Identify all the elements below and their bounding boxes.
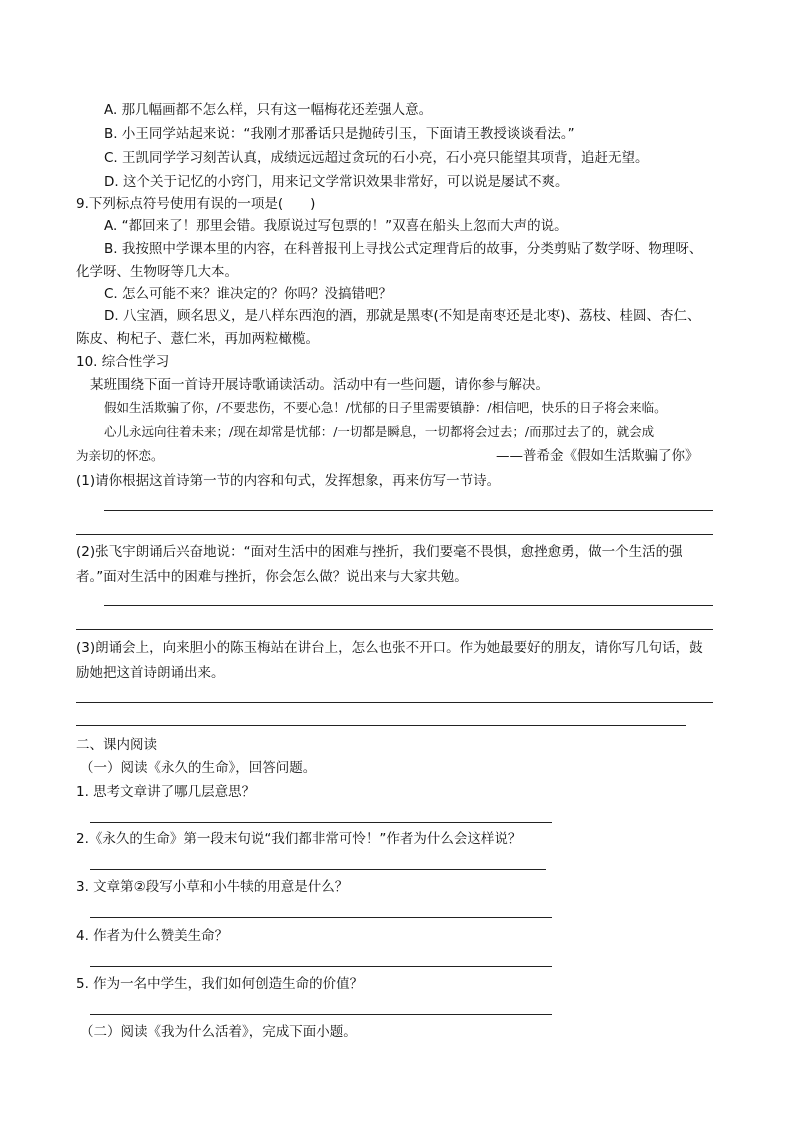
q10-title: 10. 综合性学习 bbox=[76, 354, 170, 370]
answer-line[interactable] bbox=[90, 966, 552, 967]
answer-line[interactable] bbox=[104, 605, 713, 606]
answer-line[interactable] bbox=[90, 822, 552, 823]
q10-sub2-line2: 者。”面对生活中的困难与挫折，你会怎么做？说出来与大家共勉。 bbox=[76, 569, 468, 585]
reading-q3: 3. 文章第②段写小草和小牛犊的用意是什么？ bbox=[76, 879, 349, 895]
q10-intro: 某班围绕下面一首诗开展诗歌诵读活动。活动中有一些问题，请你参与解决。 bbox=[90, 377, 549, 393]
answer-line[interactable] bbox=[90, 869, 546, 870]
q10-sub2-line1: (2)张飞宇朗诵后兴奋地说：“面对生活中的困难与挫折，我们要毫不畏惧，愈挫愈勇，做一个生活的强 bbox=[76, 544, 683, 560]
q9-option-d-line1: D. 八宝酒，顾名思义，是八样东西泡的酒，那就是黑枣(不知是南枣还是北枣)、荔枝、桂圆、杏仁、 bbox=[104, 308, 701, 324]
poem-line-2: 心儿永远向往着未来；/现在却常是忧郁：/一切都是瞬息，一切都将会过去；/而那过去了的，就会成 bbox=[104, 424, 655, 439]
reading-q5: 5. 作为一名中学生，我们如何创造生命的价值？ bbox=[76, 976, 364, 992]
q9-option-c: C. 怎么可能不来？谁决定的？你吗？没搞错吧？ bbox=[104, 286, 393, 302]
answer-line[interactable] bbox=[104, 510, 713, 511]
poem-line-3: 为亲切的怀恋。 bbox=[76, 448, 164, 463]
reading-q2: 2.《永久的生命》第一段末句说“我们都非常可怜！”作者为什么会这样说？ bbox=[76, 831, 522, 847]
reading-part1-title: （一）阅读《永久的生命》，回答问题。 bbox=[80, 760, 317, 776]
answer-line[interactable] bbox=[76, 725, 686, 726]
answer-line[interactable] bbox=[90, 1014, 552, 1015]
poem-line-1: 假如生活欺骗了你，/不要悲伤，不要心急！/忧郁的日子里需要镇静：/相信吧，快乐的日子将会来临。 bbox=[104, 400, 667, 415]
reading-q1: 1. 思考文章讲了哪几层意思？ bbox=[76, 784, 256, 800]
q10-sub3-line2: 励她把这首诗朗诵出来。 bbox=[76, 665, 225, 681]
answer-line[interactable] bbox=[76, 629, 713, 630]
q8-option-a: A. 那几幅画都不怎么样，只有这一幅梅花还差强人意。 bbox=[104, 102, 433, 118]
q9-option-b-line1: B. 我按照中学课本里的内容，在科普报刊上寻找公式定理背后的故事，分类剪贴了数学呀、物理呀、 bbox=[104, 241, 703, 257]
poem-attribution: ——普希金《假如生活欺骗了你》 bbox=[496, 448, 699, 464]
q8-option-b: B. 小王同学站起来说：“我刚才那番话只是抛砖引玉，下面请王教授谈谈看法。” bbox=[104, 126, 575, 142]
q9-stem: 9.下列标点符号使用有误的一项是( ) bbox=[76, 196, 316, 212]
reading-part2-title: （二）阅读《我为什么活着》，完成下面小题。 bbox=[80, 1024, 357, 1040]
answer-line[interactable] bbox=[76, 702, 713, 703]
q9-option-b-line2: 化学呀、生物呀等几大本。 bbox=[76, 264, 238, 280]
q9-option-a: A. “都回来了！那里会错。我原说过写包票的！”双喜在船头上忽而大声的说。 bbox=[104, 218, 568, 234]
section2-title: 二、课内阅读 bbox=[76, 737, 157, 753]
q8-option-d: D. 这个关于记忆的小窍门，用来记文学常识效果非常好，可以说是屡试不爽。 bbox=[104, 174, 569, 190]
q10-sub3-line1: (3)朗诵会上，向来胆小的陈玉梅站在讲台上，怎么也张不开口。作为她最要好的朋友，请你写几句话，鼓 bbox=[76, 640, 703, 656]
q9-option-d-line2: 陈皮、枸杞子、薏仁米，再加两粒橄榄。 bbox=[76, 331, 319, 347]
answer-line[interactable] bbox=[76, 534, 713, 535]
answer-line[interactable] bbox=[90, 917, 552, 918]
q8-option-c: C. 王凯同学学习刻苦认真，成绩远远超过贪玩的石小亮，石小亮只能望其项背，追赶无望。 bbox=[104, 150, 649, 166]
q10-sub1: (1)请你根据这首诗第一节的内容和句式，发挥想象，再来仿写一节诗。 bbox=[76, 473, 501, 489]
reading-q4: 4. 作者为什么赞美生命？ bbox=[76, 928, 229, 944]
